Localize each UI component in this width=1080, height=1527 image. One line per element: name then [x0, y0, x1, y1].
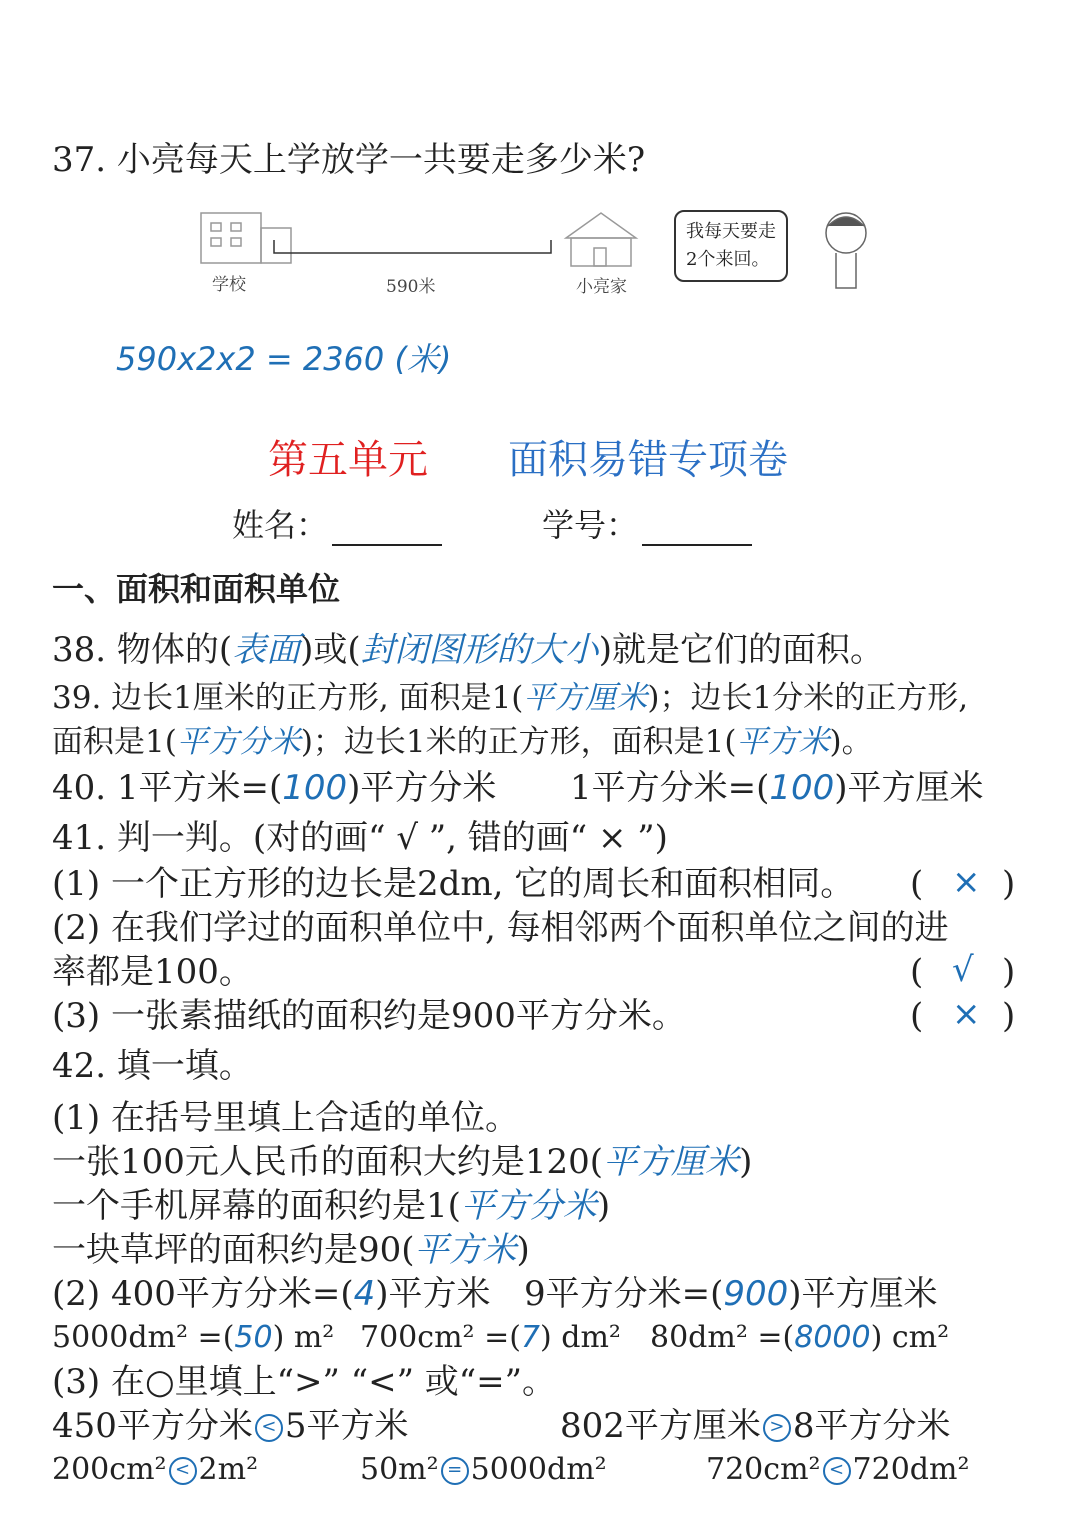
q39-text-1b: )；边长1分米的正方形, — [647, 680, 969, 716]
q42-p2b-text: )平方米 — [375, 1274, 491, 1314]
q42-r1-answer: 平方厘米 — [603, 1142, 740, 1182]
q42-row-2 — [52, 1184, 610, 1228]
id-field — [542, 500, 752, 546]
q42-compare-5 — [706, 1448, 970, 1492]
q42-part-2-b — [524, 1272, 938, 1316]
q42-k1-left: 450平方分米 — [52, 1406, 253, 1446]
q42-r2-answer: 平方分米 — [460, 1186, 597, 1226]
q42-c1-unit: ) m² — [272, 1320, 335, 1355]
q42-k3-left: 200cm² — [52, 1452, 167, 1487]
q42-k1-sign: < — [255, 1414, 283, 1442]
name-label: 姓名： — [232, 506, 329, 544]
speech-bubble — [674, 210, 788, 282]
paren-open: ( — [910, 996, 924, 1036]
q40-answer-1: 100 — [282, 768, 348, 808]
q41-answer-3: × — [952, 994, 981, 1034]
q39-text-2c: )。 — [829, 724, 873, 760]
q42-k4-sign: = — [441, 1457, 469, 1485]
paper-title: 面积易错专项卷 — [508, 437, 788, 483]
q41-item-2b: 率都是100。 — [52, 952, 253, 992]
paren-open: ( — [910, 952, 924, 992]
speech-line-1: 我每天要走 — [686, 221, 776, 242]
q39-text-2a: 面积是1( — [52, 724, 177, 760]
q38-answer-2: 封闭图形的大小 — [360, 630, 599, 670]
q40-text-b: )平方分米 — [347, 768, 497, 808]
q42-row-1 — [52, 1140, 752, 1184]
q42-c2-text: 700cm² =( — [360, 1320, 521, 1355]
q42-c1-text: 5000dm² =( — [52, 1320, 235, 1355]
q42-r3-answer: 平方米 — [414, 1230, 517, 1270]
q40-text-c: 1平方分米=( — [570, 768, 770, 808]
q42-k4-right: 5000dm² — [470, 1452, 607, 1487]
q42-conversion-1 — [52, 1316, 334, 1360]
q42-r1-text: 一张100元人民币的面积大约是120( — [52, 1142, 604, 1182]
unit-title: 第五单元 — [268, 437, 428, 483]
speech-line-2: 2个来回。 — [686, 249, 770, 270]
q42-c2-unit: ) dm² — [540, 1320, 621, 1355]
school-to-home-diagram — [196, 208, 896, 298]
q41-answer-box-3 — [910, 994, 923, 1038]
q42-c3-text: 80dm² =( — [650, 1320, 795, 1355]
q42-part-2-a — [52, 1272, 491, 1316]
q39-text-1a: 39. 边长1厘米的正方形, 面积是1( — [52, 680, 524, 716]
boy-icon — [826, 213, 866, 288]
q42-p2d-text: )平方厘米 — [788, 1274, 938, 1314]
q42-k2-sign: > — [763, 1414, 791, 1442]
q42-compare-4 — [360, 1448, 607, 1492]
q39-answer-2: 平方分米 — [176, 724, 301, 760]
q42-c3-answer: 8000 — [794, 1320, 871, 1355]
q41-answer-box-2 — [910, 950, 923, 994]
q42-conversion-2 — [360, 1316, 621, 1360]
q42-p2-answer-2: 900 — [723, 1274, 789, 1314]
q39-answer-3: 平方米 — [736, 724, 830, 760]
q41-answer-box-2-close — [1002, 950, 1015, 994]
school-icon — [201, 213, 291, 263]
question-38 — [52, 628, 884, 672]
paren-open: ( — [910, 864, 924, 904]
q42-k3-sign: < — [169, 1457, 197, 1485]
q40-text-a: 40. 1平方米=( — [52, 768, 283, 808]
q42-k1-right: 5平方米 — [284, 1406, 409, 1446]
q40-text-d: )平方厘米 — [834, 768, 984, 808]
distance-illustration — [196, 208, 896, 298]
q41-answer-box-3-close — [1002, 994, 1015, 1038]
q41-answer-1: × — [952, 862, 981, 902]
q37-answer: 590x2x2 = 2360 (米) — [116, 340, 452, 378]
q42-p2a-text: (2) 400平方分米=( — [52, 1274, 354, 1314]
q41-item-3: (3) 一张素描纸的面积约是900平方分米。 — [52, 996, 686, 1036]
q38-text-b: )或( — [300, 630, 361, 670]
q42-compare-2 — [560, 1404, 951, 1448]
question-39 — [52, 676, 968, 764]
q42-compare-3 — [52, 1448, 258, 1492]
q41-item-2a: (2) 在我们学过的面积单位中, 每相邻两个面积单位之间的进 — [52, 908, 949, 948]
q42-r1-close: ) — [739, 1142, 753, 1182]
q38-text-a: 38. 物体的( — [52, 630, 233, 670]
q42-k5-right: 720dm² — [852, 1452, 970, 1487]
q42-k5-sign: < — [823, 1457, 851, 1485]
section-heading: 一、面积和面积单位 — [52, 570, 341, 608]
q38-answer-1: 表面 — [232, 630, 301, 670]
id-blank[interactable] — [642, 516, 752, 546]
question-41-title: 41. 判一判。(对的画“ √ ”, 错的画“ × ”) — [52, 818, 668, 858]
distance-label: 590米 — [386, 277, 436, 297]
school-label: 学校 — [212, 275, 246, 295]
q39-line-2 — [52, 720, 968, 764]
q42-conversion-3 — [650, 1316, 949, 1360]
q42-part-1: (1) 在括号里填上合适的单位。 — [52, 1098, 519, 1138]
paren-close: ) — [1002, 952, 1016, 992]
question-40-part-2 — [570, 766, 984, 810]
q42-c3-unit: ) cm² — [870, 1320, 950, 1355]
question-40-part-1 — [52, 766, 496, 810]
q42-r3-text: 一块草坪的面积约是90( — [52, 1230, 415, 1270]
q42-r2-close: ) — [596, 1186, 611, 1226]
distance-bracket — [274, 240, 551, 253]
q42-r3-close: ) — [516, 1230, 530, 1270]
id-label: 学号： — [542, 506, 639, 544]
q42-k2-left: 802平方厘米 — [560, 1406, 761, 1446]
q42-k3-right: 2m² — [198, 1452, 259, 1487]
q42-p2-answer-1: 4 — [353, 1274, 376, 1314]
q42-row-3 — [52, 1228, 530, 1272]
q41-answer-2: √ — [952, 950, 974, 990]
name-blank[interactable] — [332, 516, 442, 546]
q42-k5-left: 720cm² — [706, 1452, 821, 1487]
q42-c1-answer: 50 — [234, 1320, 273, 1355]
paren-close: ) — [1002, 864, 1016, 904]
q41-answer-box-1-close — [1002, 862, 1015, 906]
name-field — [232, 500, 442, 546]
q42-k4-left: 50m² — [360, 1452, 439, 1487]
q42-c2-answer: 7 — [520, 1320, 541, 1355]
q42-part-3: (3) 在○里填上“>” “<” 或“=”。 — [52, 1362, 557, 1402]
question-42-title: 42. 填一填。 — [52, 1046, 253, 1086]
house-icon — [566, 213, 636, 266]
q41-item-1: (1) 一个正方形的边长是2dm, 它的周长和面积相同。 — [52, 864, 855, 904]
q38-text-c: )就是它们的面积。 — [598, 630, 884, 670]
q39-answer-1: 平方厘米 — [523, 680, 648, 716]
q41-answer-box-1 — [910, 862, 923, 906]
q42-compare-1 — [52, 1404, 409, 1448]
question-37: 37. 小亮每天上学放学一共要走多少米? — [52, 140, 646, 180]
home-label: 小亮家 — [576, 277, 627, 297]
q42-r2-text: 一个手机屏幕的面积约是1( — [52, 1186, 461, 1226]
q39-text-2b: )；边长1米的正方形，面积是1( — [300, 724, 737, 760]
q42-p2c-text: 9平方分米=( — [524, 1274, 724, 1314]
q42-k2-right: 8平方分米 — [792, 1406, 951, 1446]
q39-line-1 — [52, 676, 968, 720]
q40-answer-2: 100 — [769, 768, 835, 808]
paren-close: ) — [1002, 996, 1016, 1036]
